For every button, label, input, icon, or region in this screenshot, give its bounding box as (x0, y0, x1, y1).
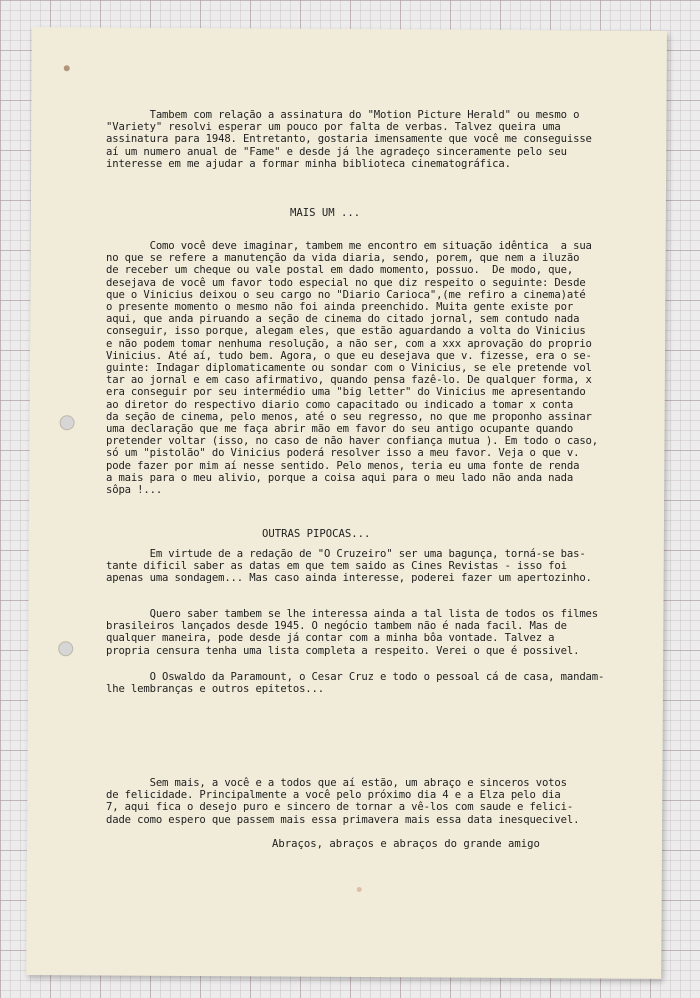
punch-hole (60, 415, 75, 430)
stain-mark (357, 887, 362, 892)
paragraph-2: Como você deve imaginar, tambem me encontro em situação idêntica a sua no que se refere a manutenção da vida diaria, sendo, porem, que nem a iluzão de receber um cheque ou vale postal em dado momento, possuo. De modo, que, desejava de você um favor todo especial no que diz respeito o seguinte: Desde que o Vinicius deixou o seu cargo no "Diario Carioca",(me refiro a cinema)até o presente momento o mesmo não foi ainda preenchido. Muita gente existe por aqui, que anda piruando a seção de cinema do citado jornal, sem contudo nada conseguir, isso porque, alegam eles, que estão aguardando a volta do Vinicius e não podem tomar nenhuma resolução, a não ser, com a xxx aprovação do proprio Vinicius. Até aí, tudo bem. Agora, o que eu desejava que v. fizesse, era o se- guinte: Indagar diplomaticamente ou sondar com o Vinicius, se ele pretende vol tar ao jornal e em caso afirmativo, quando pensa fazê-lo. De qualquer forma, x era conseguir por seu intermédio uma "big letter" do Vinicius me apresentando ao diretor do respectivo diario como capacitado ou indicado a tomar x conta da seção de cinema, pelo menos, até o seu regresso, no que me proponho assinar uma declaração que me faça abrir mão em favor do seu antigo ocupante quando pretender voltar (isso, no caso de não haver confiança mutua ). Em todo o caso, só um "pistolão" do Vinicius poderá resolver isso a meu favor. Veja o que v. pode fazer por mim aí nesse sentido. Pelo menos, teria eu uma fonte de renda a mais para o meu alivio, porque a coisa aqui para o meu lado não anda nada sôpa !... (106, 240, 599, 497)
paragraph-4: Quero saber tambem se lhe interessa ainda a tal lista de todos os filmes brasileiros lançados desde 1945. O negócio tambem não é nada facil. Mas de qualquer maneira, pode desde já contar com a minha bôa vontade. Talvez a propria censura tenha uma lista completa a respeito. Verei o que é possivel. (106, 608, 599, 657)
closing-line: Abraços, abraços e abraços do grande amigo (272, 838, 540, 850)
paragraph-3: Em virtude de a redação de "O Cruzeiro" ser uma bagunça, torná-se bas- tante dificil saber as datas em que tem saido as Cines Revistas - isso foi apenas uma sondagem... Mas caso ainda interesse, poderei fazer um apertozinho. (106, 548, 592, 585)
paragraph-5: O Oswaldo da Paramount, o Cesar Cruz e todo o pessoal cá de casa, mandam- lhe lembranças e outros epitetos... (106, 671, 605, 696)
punch-hole (58, 641, 73, 656)
paragraph-6: Sem mais, a você e a todos que aí estão, um abraço e sinceros votos de felicidade. Principalmente a você pelo próximo dia 4 e a Elza pelo dia 7, aqui fica o desejo puro e sincero de tornar a vê-los com saude e felici- dade como espero que passem mais essa primavera mais essa data inesquecivel. (106, 777, 580, 826)
heading-outras-pipocas: OUTRAS PIPOCAS... (262, 528, 371, 540)
paragraph-1: Tambem com relação a assinatura do "Motion Picture Herald" ou mesmo o "Variety" resolvi esperar um pouco por falta de verbas. Talvez queira uma assinatura para 1948. Entretanto, gostaria imensamente que você me conseguisse aí um numero anual de "Fame" e desde já lhe agradeço sinceramente pelo seu interesse em me ajudar a formar minha biblioteca cinematográfica. (106, 109, 592, 170)
stain-mark (64, 65, 70, 71)
heading-mais-um: MAIS UM ... (290, 207, 361, 219)
